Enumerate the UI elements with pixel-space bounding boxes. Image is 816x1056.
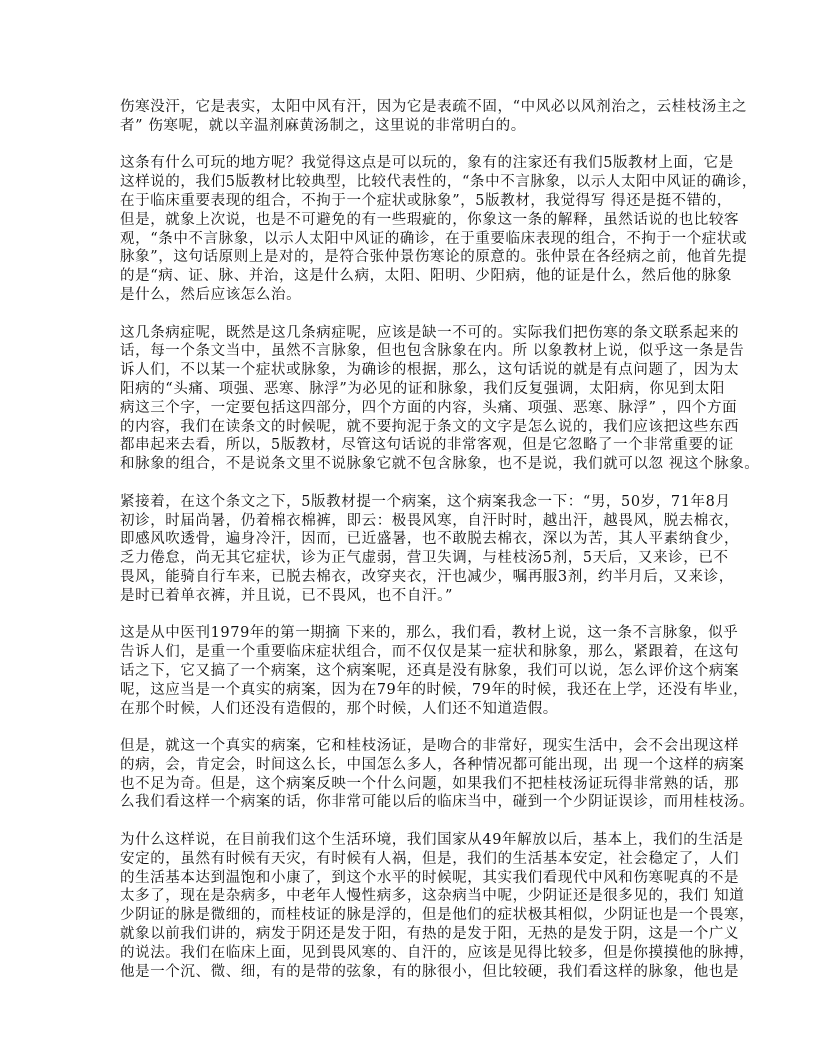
text-line: 诉人们，不以某一个症状或脉象，为确诊的根据，那么，这句话说的就是有点问题了，因为太 bbox=[120, 362, 740, 379]
text-line: 观，“条中不言脉象，以示人太阳中风证的确诊，在于重要临床表现的组合，不拘于一个症状或 bbox=[120, 230, 748, 247]
text-line: 告诉人们，是重一个重要临床症状组合，而不仅仅是某一症状和脉象，那么，紧跟着，在这句 bbox=[120, 644, 740, 661]
text-line: 脉象”，这句话原则上是对的，是符合张仲景伤寒论的原意的。张仲景在各经病之前，他首先提 bbox=[120, 249, 748, 266]
text-line: 乏力倦怠，尚无其它症状，诊为正气虚弱，营卫失调，与桂枝汤5剂，5天后，又来诊，已不 bbox=[120, 550, 729, 567]
paragraph bbox=[120, 737, 755, 812]
text-line: 安定的，虽然有时候有天灾，有时候有人祸，但是，我们的生活基本安定，社会稳定了，人们 bbox=[120, 850, 740, 867]
text-line: 是时已着单衣裤，并且说，已不畏风，也不自汗。” bbox=[120, 587, 453, 604]
text-line: 者” 伤寒呢，就以辛温剂麻黄汤制之，这里说的非常明白的。 bbox=[120, 117, 526, 134]
text-line: 他是一个沉、微、细，有的是带的弦象，有的脉很小，但比较硬，我们看这样的脉象，他也是 bbox=[120, 963, 740, 980]
text-line: 这条有什么可玩的地方呢？我觉得这点是可以玩的，象有的注家还有我们5版教材上面，它是 bbox=[120, 155, 734, 172]
text-line: 话，每一个条文当中，虽然不言脉象，但也包含脉象在内。所 以象教材上说，似乎这一条是告 bbox=[120, 343, 745, 360]
text-line: 阳病的“头痛、项强、恶寒、脉浮”为必见的证和脉象，我们反复强调，太阳病，你见到太阳 bbox=[120, 380, 725, 397]
text-line: 的生活基本达到温饱和小康了，到这个水平的时候呢，其实我们看现代中风和伤寒呢真的不是 bbox=[120, 869, 740, 886]
text-line: 么我们看这样一个病案的话，你非常可能以后的临床当中，碰到一个少阴证误诊，而用桂枝汤。 bbox=[120, 794, 755, 811]
text-line: 的是“病、证、脉、并治，这是什么病，太阳、阳明、少阳病，他的证是什么，然后他的脉象 bbox=[120, 268, 733, 285]
text-line: 即感风吹透骨，遍身冷汗，因而，已近盛暑，也不敢脱去棉衣，深以为苦，其人平素纳食少， bbox=[120, 531, 740, 548]
text-line: 初诊，时届尚暑，仍着棉衣棉裤，即云：极畏风寒，自汗时时，越出汗，越畏风，脱去棉衣， bbox=[120, 512, 740, 529]
text-line: 这是从中医刊1979年的第一期摘 下来的，那么，我们看，教材上说，这一条不言脉象，似乎 bbox=[120, 625, 739, 642]
text-line: 这样说的，我们5版教材比较典型，比较代表性的，“条中不言脉象，以示人太阳中风证的确诊， bbox=[120, 174, 757, 191]
text-line: 少阴证的脉是微细的，而桂枝证的脉是浮的，但是他们的症状极其相似，少阴证也是一个畏寒， bbox=[120, 907, 755, 924]
paragraph bbox=[120, 831, 755, 981]
paragraph bbox=[120, 493, 740, 606]
text-line: 在于临床重要表现的组合，不拘于一个症状或脉象”，5版教材，我觉得写 得还是挺不错的， bbox=[120, 192, 732, 209]
text-line: 为什么这样说，在目前我们这个生活环境，我们国家从49年解放以后，基本上，我们的生活是 bbox=[120, 832, 744, 849]
document-page bbox=[120, 98, 760, 1000]
text-line: 也不足为奇。但是，这个病案反映一个什么问题，如果我们不把桂枝汤证玩得非常熟的话，那 bbox=[120, 775, 740, 792]
paragraph bbox=[120, 154, 757, 304]
text-line: 紧接着，在这个条文之下，5版教材提一个病案，这个病案我念一下：“男，50岁，71年8月 bbox=[120, 493, 731, 510]
text-line: 话之下，它又搞了一个病案，这个病案呢，还真是没有脉象，我们可以说，怎么评价这个病案 bbox=[120, 662, 740, 679]
text-line: 和脉象的组合，不是说条文里不说脉象它就不包含脉象，也不是说，我们就可以忽 视这个脉象。 bbox=[120, 456, 760, 473]
text-line: 呢，这应当是一个真实的病案，因为在79年的时候，79年的时候，我还在上学，还没有毕业， bbox=[120, 681, 749, 698]
paragraph bbox=[120, 98, 748, 136]
text-line: 的病，会，肯定会，时间这么长，中国怎么多人，各种情况都可能出现，出 现一个这样的病案 bbox=[120, 756, 745, 773]
text-line: 太多了，现在是杂病多，中老年人慢性病多，这杂病当中呢，少阴证还是很多见的，我们 知道 bbox=[120, 888, 745, 905]
text-line: 畏风，能骑自行车来，已脱去棉衣，改穿夹衣，汗也减少，嘱再服3剂，约半月后，又来诊， bbox=[120, 568, 734, 585]
text-line: 在那个时候，人们还没有造假的，那个时候，人们还不知道造假。 bbox=[120, 700, 558, 717]
text-line: 的内容，我们在读条文的时候呢，就不要拘泥于条文的文字是怎么说的，我们应该把这些东西 bbox=[120, 418, 740, 435]
text-line: 但是，就象上次说，也是不可避免的有一些瑕疵的，你象这一条的解释，虽然话说的也比较客 bbox=[120, 211, 740, 228]
text-line: 的说法。我们在临床上面，见到畏风寒的、自汗的，应该是见得比较多，但是你摸摸他的脉搏， bbox=[120, 944, 755, 961]
text-line: 但是，就这一个真实的病案，它和桂枝汤证，是吻合的非常好，现实生活中，会不会出现这样 bbox=[120, 738, 740, 755]
paragraph bbox=[120, 324, 760, 474]
text-line: 就象以前我们讲的，病发于阴还是发于阳，有热的是发于阳，无热的是发于阴，这是一个广义 bbox=[120, 926, 740, 943]
text-line: 都串起来去看，所以，5版教材，尽管这句话说的非常客观，但是它忽略了一个非常重要的证 bbox=[120, 437, 734, 454]
text-line: 病这三个字，一定要包括这四部分，四个方面的内容，头痛、项强、恶寒、脉浮” ，四个方面 bbox=[120, 399, 738, 416]
text-line: 是什么，然后应该怎么治。 bbox=[120, 286, 302, 303]
paragraph bbox=[120, 624, 749, 718]
text-line: 伤寒没汗，它是表实，太阳中风有汗，因为它是表疏不固，“中风必以风剂治之，云桂枝汤主之 bbox=[120, 99, 748, 115]
text-line: 这几条病症呢，既然是这几条病症呢，应该是缺一不可的。实际我们把伤寒的条文联系起来的 bbox=[120, 324, 740, 341]
